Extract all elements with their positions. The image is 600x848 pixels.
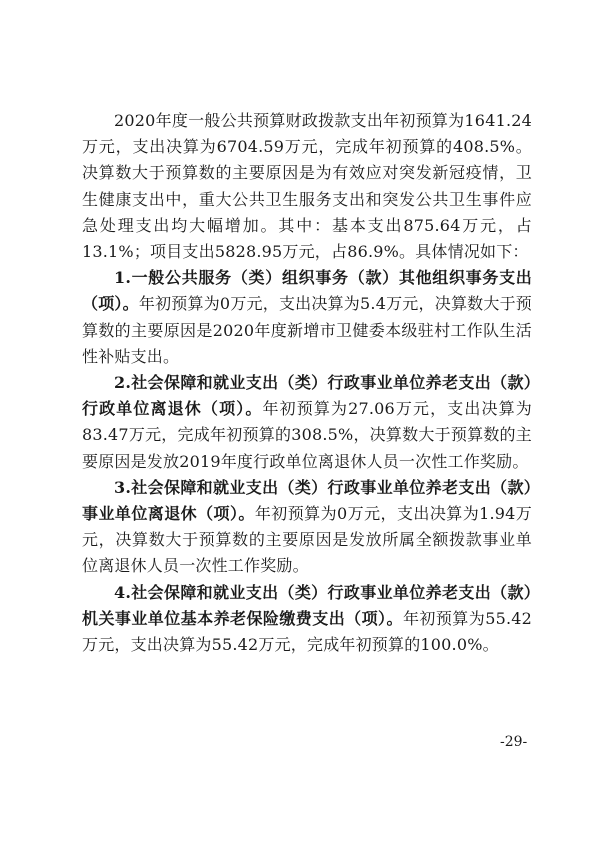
item-body-1: 年初预算为0万元，支出决算为5.4万元，决算数大于预算数的主要原因是2020年度新增市卫健委本级驻村工作队生活性补贴支出。 [82,294,532,366]
item-heading-4: 4.社会保障和就业支出（类）行政事业单位养老支出（款）机关事业单位基本养老保险缴费支出（项）。 [82,582,532,628]
item-paragraph-3 [82,475,532,580]
page-number: -29- [500,734,528,750]
item-body-4: 年初预算为55.42万元，支出决算为55.42万元，完成年初预算的100.0%。 [82,608,532,655]
item-heading-3: 3.社会保障和就业支出（类）行政事业单位养老支出（款）事业单位离退休（项）。 [82,477,532,524]
item-body-2: 年初预算为27.06万元，支出决算为83.47万元，完成年初预算的308.5%，决算数大于预算数的主要原因是发放2019年度行政单位离退休人员一次性工作奖励。 [82,399,533,471]
item-heading-2: 2.社会保障和就业支出（类）行政事业单位养老支出（款）行政单位离退休（项）。 [82,373,532,419]
document-body [82,108,532,658]
item-heading-1: 1.一般公共服务（类）组织事务（款）其他组织事务支出（项）。 [82,268,532,314]
item-paragraph-2 [82,370,532,475]
item-paragraph-4 [82,580,532,659]
item-paragraph-1 [82,265,532,370]
item-body-3: 年初预算为0万元，支出决算为1.94万元，决算数大于预算数的主要原因是发放所属全额拨款事业单位离退休人员一次性工作奖励。 [82,504,533,576]
intro-paragraph: 2020年度一般公共预算财政拨款支出年初预算为1641.24万元，支出决算为6704.59万元，完成年初预算的408.5%。决算数大于预算数的主要原因是为有效应对突发新冠疫情，卫生健康支出中，重大公共卫生服务支出和突发公共卫生事件应急处理支出均大幅增加。其中：基本支出875.64万元，占13.1%；项目支出5828.95万元，占86.9%。具体情况如下： [82,111,532,262]
